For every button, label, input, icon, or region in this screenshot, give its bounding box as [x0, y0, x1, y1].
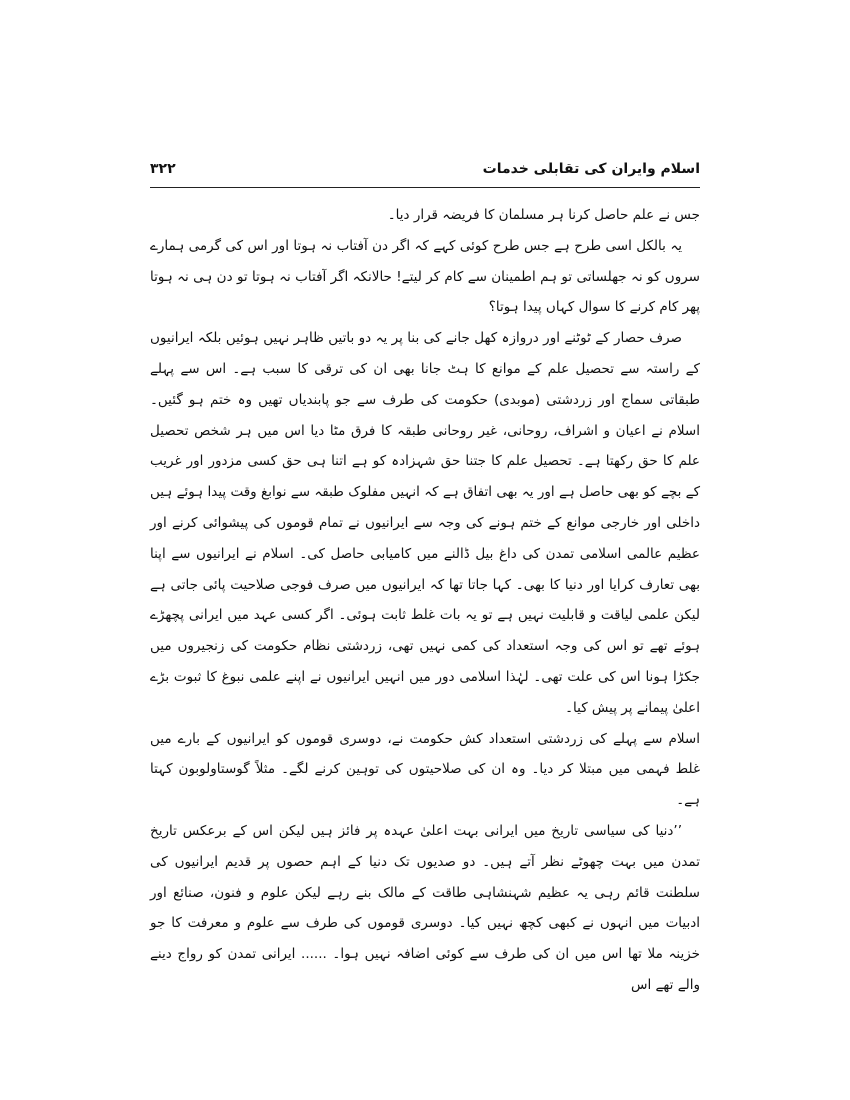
- quotation-paragraph: ’’دنیا کی سیاسی تاریخ میں ایرانی بہت اعلیٰ عہدہ پر فائز ہیں لیکن اس کے برعکس تاریخ تمدن میں بہت چھوٹے نظر آتے ہیں۔ دو صدیوں تک دنیا کے اہم حصوں پر قدیم ایرانیوں کی سلطنت قائم رہی یہ عظیم شہنشاہی طاقت کے مالک بنے رہے لیکن علوم و فنون، صنائع اور ادبیات میں انہوں نے کبھی کچھ نہیں کیا۔ دوسری قوموں کی طرف سے علوم و معرفت کا جو خزینہ ملا تھا اس میں ان کی طرف سے کوئی اضافہ نہیں ہوا۔ ...... ایرانی تمدن کو رواج دینے والے تھے اس: [150, 822, 700, 993]
- paragraph-3: صرف حصار کے ٹوٹنے اور دروازہ کھل جانے کی بنا پر یہ دو باتیں ظاہر نہیں ہوئیں بلکہ ایرانیوں کے راستہ سے تحصیل علم کے موانع کا ہٹ جانا بھی ان کی ترقی کا سبب ہے۔ اس سے پہلے طبقاتی سماج اور زردشتی (موبدی) حکومت کی طرف سے جو پابندیاں تھیں وہ ختم ہو گئیں۔ اسلام نے اعیان و اشراف، روحانی، غیر روحانی طبقہ کا فرق مٹا دیا اس میں ہر شخص تحصیل علم کا حق رکھتا ہے۔ تحصیل علم کا جتنا حق شہزادہ کو ہے اتنا ہی حق کسی مزدور اور غریب کے بچے کو بھی حاصل ہے اور یہ بھی اتفاق ہے کہ انہیں مفلوک طبقہ سے نوابغ وقت پیدا ہوئے ہیں داخلی اور خارجی موانع کے ختم ہونے کی وجہ سے ایرانیوں نے تمام قوموں کی پیشوائی کرنے اور عظیم عالمی اسلامی تمدن کی داغ بیل ڈالنے میں کامیابی حاصل کی۔ اسلام نے ایرانیوں سے اپنا بھی تعارف کرایا اور دنیا کا بھی۔ کہا جاتا تھا کہ ایرانیوں میں صرف فوجی صلاحیت پائی جاتی ہے لیکن علمی لیاقت و قابلیت نہیں ہے تو یہ بات غلط ثابت ہوئی۔ اگر کسی عہد میں ایرانی پچھڑے ہوئے تھے تو اس کی وجہ استعداد کی کمی نہیں تھی، زردشتی نظام حکومت کی زنجیروں میں جکڑا ہونا اس کی علت تھی۔ لہٰذا اسلامی دور میں انہیں ایرانیوں نے اپنے علمی نبوغ کا ثبوت بڑے اعلیٰ پیمانے پر پیش کیا۔: [150, 330, 700, 716]
- paragraph-4: اسلام سے پہلے کی زردشتی استعداد کش حکومت نے، دوسری قوموں کو ایرانیوں کے بارے میں غلط فہمی میں مبتلا کر دیا۔ وہ ان کی صلاحیتوں کی توہین کرنے لگے۔ مثلاً گوستاولوبون کہتا ہے۔: [150, 730, 700, 809]
- document-page: [150, 0, 700, 1100]
- header-title: اسلام وایران کی تقابلی خدمات: [482, 161, 700, 177]
- body-text: [150, 200, 700, 1001]
- header-divider: [150, 187, 700, 188]
- page-number: ۳۲۲: [150, 161, 176, 177]
- running-header: [150, 157, 700, 185]
- paragraph-1: جس نے علم حاصل کرنا ہر مسلمان کا فریضہ قرار دیا۔: [387, 207, 700, 223]
- paragraph-2: یہ بالکل اسی طرح ہے جس طرح کوئی کہے کہ اگر دن آفتاب نہ ہوتا اور اس کی گرمی ہمارے سروں کو نہ جھلساتی تو ہم اطمینان سے کام کر لیتے! حالانکہ اگر آفتاب نہ ہوتا تو دن ہی نہ ہوتا پھر کام کرنے کا سوال کہاں پیدا ہوتا؟: [150, 237, 700, 316]
